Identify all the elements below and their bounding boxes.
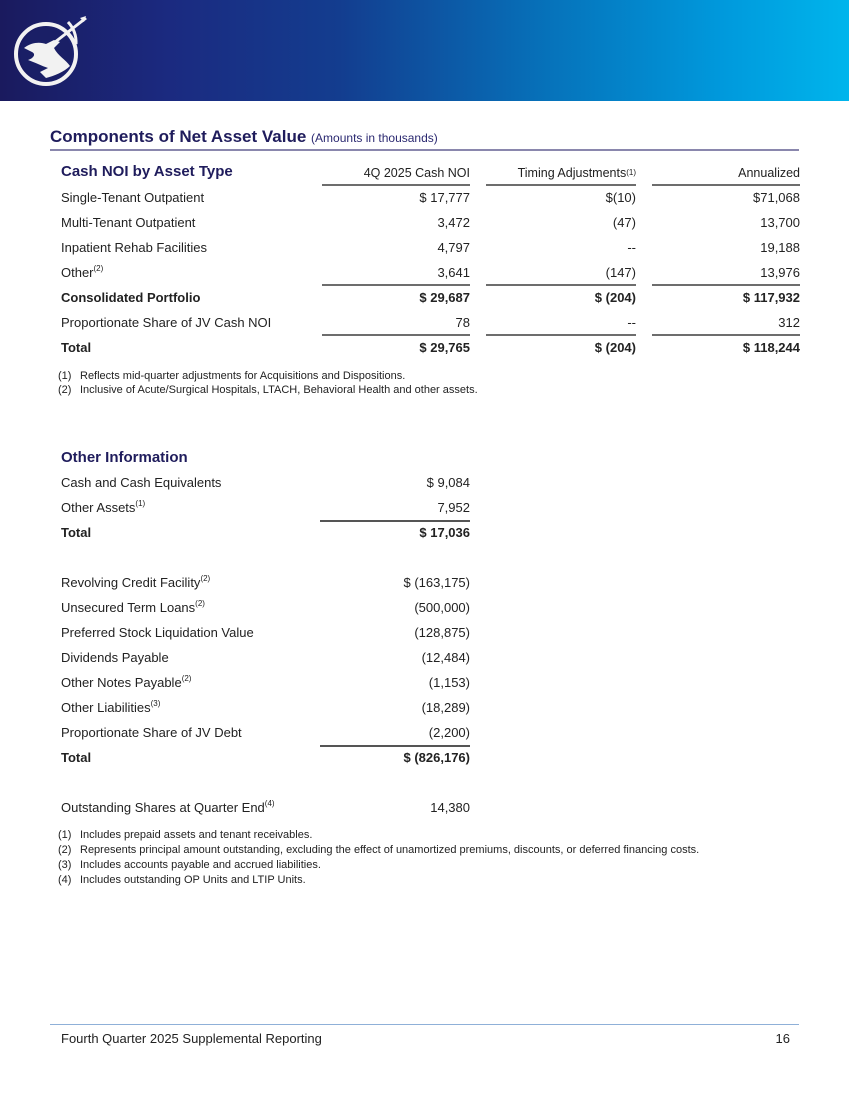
header-banner [0, 0, 849, 101]
annualized-value: $71,068 [753, 190, 800, 205]
row-label: Other$^{(2)}$ [61, 264, 104, 280]
column-header-timing-label: Timing Adjustments [517, 166, 627, 180]
divider [652, 334, 800, 336]
other-info-heading: Other Information [61, 449, 188, 466]
annualized-value: 13,976 [760, 265, 800, 280]
cash-noi-value: $ 29,687 [419, 290, 470, 305]
row-value: $ (826,176) [403, 750, 470, 765]
timing-adjustment-value: -- [627, 315, 636, 330]
row-label: Total [61, 340, 92, 355]
row-label: Consolidated Portfolio [61, 290, 201, 305]
row-label: Single-Tenant Outpatient [61, 190, 205, 205]
annualized-value: $ 117,932 [742, 290, 800, 305]
row-value: 14,380 [430, 800, 470, 815]
section-subtitle: (Amounts in thousands) [311, 131, 438, 145]
footnote: (1) Reflects mid-quarter adjustments for Acquisitions and Dispositions. [58, 370, 406, 382]
row-value: $ (163,175) [403, 575, 470, 590]
footnote: (4) Includes outstanding OP Units and LTIP Units. [58, 874, 306, 886]
timing-adjustment-value: $ (204) [594, 340, 636, 355]
row-value: (2,200) [428, 725, 470, 740]
footer-title: Fourth Quarter 2025 Supplemental Reporting [61, 1031, 322, 1046]
cash-noi-value: 78 [455, 315, 470, 330]
row-value: (128,875) [414, 625, 470, 640]
divider [486, 284, 636, 286]
row-value: $ 9,084 [426, 475, 470, 490]
timing-adjustment-value: -- [627, 240, 636, 255]
row-label: Total [61, 750, 92, 765]
row-label: Unsecured Term Loans$^{(2)}$ [61, 599, 205, 615]
cash-noi-value: 3,472 [437, 215, 470, 230]
annualized-value: 13,700 [760, 215, 800, 230]
cash-noi-value: $ 29,765 [419, 340, 470, 355]
row-label: Inpatient Rehab Facilities [61, 240, 207, 255]
timing-adjustment-value: (147) [605, 265, 636, 280]
noi-table-heading: Cash NOI by Asset Type [61, 163, 233, 180]
row-label: Total [61, 525, 92, 540]
footnote: (2) Represents principal amount outstanding, excluding the effect of unamortized premiums, discounts, or deferred financing costs. [58, 844, 700, 856]
row-label: Other Notes Payable$^{(2)}$ [61, 674, 192, 690]
annualized-value: 19,188 [760, 240, 800, 255]
cash-noi-value: 3,641 [437, 265, 470, 280]
row-value: (500,000) [414, 600, 470, 615]
annualized-value: 312 [778, 315, 800, 330]
row-value: $ 17,036 [419, 525, 470, 540]
row-label: Outstanding Shares at Quarter End$^{(4)}$ [61, 799, 275, 815]
row-label: Multi-Tenant Outpatient [61, 215, 196, 230]
row-label: Preferred Stock Liquidation Value [61, 625, 254, 640]
timing-adjustment-value: (47) [612, 215, 636, 230]
footnote: (3) Includes accounts payable and accrued liabilities. [58, 859, 321, 871]
row-label: Other Liabilities$^{(3)}$ [61, 699, 161, 715]
divider [322, 284, 470, 286]
divider [652, 284, 800, 286]
centaur-archer-logo-icon [10, 12, 90, 92]
cash-noi-value: $ 17,777 [419, 190, 470, 205]
row-label: Other Assets$^{(1)}$ [61, 499, 146, 515]
divider [322, 184, 470, 186]
timing-adjustment-value: $ (204) [594, 290, 636, 305]
column-header-annualized: Annualized [738, 166, 800, 180]
row-value: (12,484) [421, 650, 470, 665]
timing-adjustment-value: $(10) [605, 190, 636, 205]
row-value: (18,289) [421, 700, 470, 715]
row-label: Proportionate Share of JV Cash NOI [61, 315, 272, 330]
column-header-cash-noi: 4Q 2025 Cash NOI [363, 166, 470, 180]
divider [486, 334, 636, 336]
row-label: Dividends Payable [61, 650, 169, 665]
column-header-timing-adjustments [486, 166, 636, 180]
footnote: (2) Inclusive of Acute/Surgical Hospitals, LTACH, Behavioral Health and other assets. [58, 384, 478, 396]
cash-noi-value: 4,797 [437, 240, 470, 255]
divider [486, 184, 636, 186]
row-value: (1,153) [428, 675, 470, 690]
annualized-value: $ 118,244 [742, 340, 800, 355]
divider [322, 334, 470, 336]
row-label: Revolving Credit Facility$^{(2)}$ [61, 574, 211, 590]
page-number: 16 [775, 1031, 790, 1046]
section-title-text: Components of Net Asset Value [50, 127, 307, 146]
footnote: (1) Includes prepaid assets and tenant receivables. [58, 829, 313, 841]
row-label: Proportionate Share of JV Debt [61, 725, 242, 740]
section-title [50, 127, 799, 151]
footnote-ref: (1) [626, 168, 636, 177]
divider [652, 184, 800, 186]
row-value: 7,952 [437, 500, 470, 515]
row-label: Cash and Cash Equivalents [61, 475, 222, 490]
footer-divider [50, 1024, 799, 1025]
